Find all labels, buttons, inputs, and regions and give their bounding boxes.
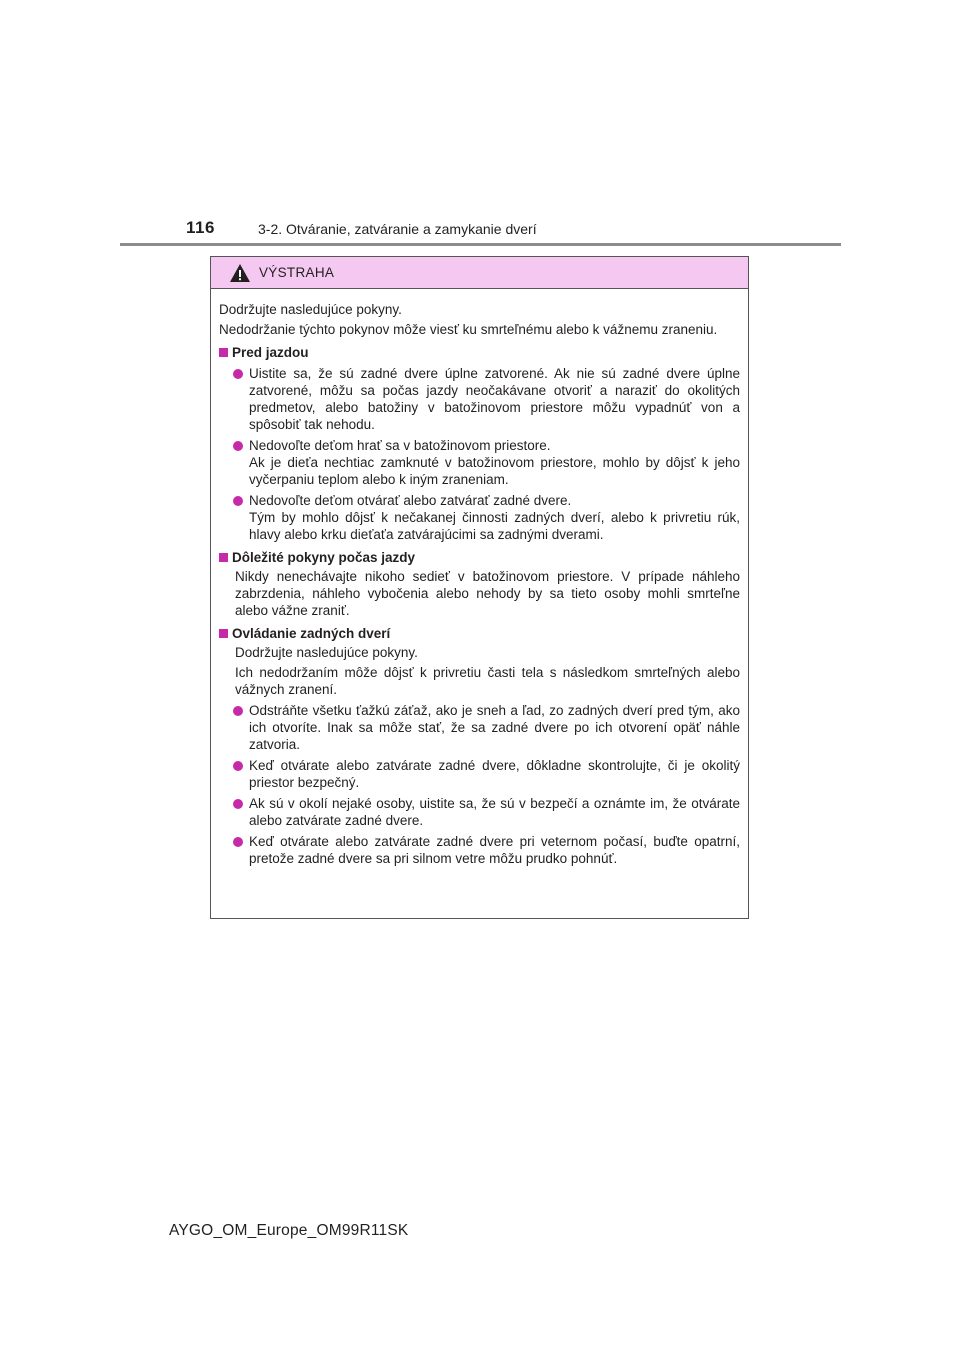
bullet-text: Tým by mohlo dôjsť k nečakanej činnosti zadných dverí, alebo k privretiu rúk, hlavy alebo krku dieťaťa zatvárajúcimi sa zadnými dverami. (249, 510, 740, 542)
list-item (233, 833, 740, 867)
bullet-text: Nedovoľte deťom otvárať alebo zatvárať zadné dvere. (249, 493, 572, 508)
round-bullet-icon (233, 706, 243, 716)
bullet-text: Ak je dieťa nechtiac zamknuté v batožinovom priestore, mohlo by dôjsť k jeho vyčerpaniu teplom alebo k iným zraneniam. (249, 455, 740, 487)
section-heading-label: Dôležité pokyny počas jazdy (232, 550, 416, 565)
bullet-text: Keď otvárate alebo zatvárate zadné dvere, dôkladne skontrolujte, či je okolitý priestor bezpečný. (249, 758, 740, 790)
document-id-footer: AYGO_OM_Europe_OM99R11SK (169, 1222, 409, 1239)
warning-triangle-icon (229, 263, 251, 283)
bullet-text: Nedovoľte deťom hrať sa v batožinovom priestore. (249, 438, 551, 453)
list-item (233, 492, 740, 543)
list-item (233, 757, 740, 791)
list-item (233, 795, 740, 829)
warning-intro-1: Dodržujte nasledujúce pokyny. (219, 302, 402, 317)
section-heading-label: Pred jazdou (232, 345, 309, 360)
section-title: 3-2. Otváranie, zatváranie a zamykanie dverí (258, 221, 537, 237)
section-text: Dodržujte nasledujúce pokyny. (235, 645, 418, 660)
round-bullet-icon (233, 761, 243, 771)
warning-box (210, 256, 749, 919)
section-heading-label: Ovládanie zadných dverí (232, 626, 391, 641)
bullet-text: Uistite sa, že sú zadné dvere úplne zatvorené. Ak nie sú zadné dvere úplne zatvorené, môžu sa počas jazdy neočakávane otvoriť a naraziť do okolitých predmetov, alebo batožiny v batožinovom priestore môžu vypadnúť von a spôsobiť tak nehodu. (249, 366, 740, 432)
bullet-text: Ak sú v okolí nejaké osoby, uistite sa, že sú v bezpečí a oznámte im, že otvárate alebo zatvárate zadné dvere. (249, 796, 740, 828)
section-heading-dolezite-pokyny (219, 549, 740, 566)
round-bullet-icon (233, 441, 243, 451)
square-bullet-icon (219, 553, 228, 562)
round-bullet-icon (233, 369, 243, 379)
section-heading-ovladanie-dveri (219, 625, 740, 642)
list-item (233, 365, 740, 433)
header-rule (120, 243, 841, 246)
bullet-text: Odstráňte všetku ťažkú záťaž, ako je sneh a ľad, zo zadných dverí pred tým, ako ich otvoríte. Inak sa môže stať, že sa zadné dvere po ich otvorení opäť náhle zatvoria. (249, 703, 740, 752)
warning-body (211, 289, 748, 867)
warning-header (211, 257, 748, 289)
round-bullet-icon (233, 837, 243, 847)
list-item (233, 702, 740, 753)
warning-intro-2: Nedodržanie týchto pokynov môže viesť ku smrteľnému alebo k vážnemu zraneniu. (219, 322, 718, 337)
round-bullet-icon (233, 496, 243, 506)
round-bullet-icon (233, 799, 243, 809)
section-text: Nikdy nenechávajte nikoho sedieť v batožinovom priestore. V prípade náhleho zabrzdenia, náhleho vybočenia alebo nehody by sa tieto osoby mohli smrteľne alebo vážne zraniť. (235, 569, 740, 618)
bullet-text: Keď otvárate alebo zatvárate zadné dvere pri veternom počasí, buďte opatrní, pretože zadné dvere sa pri silnom vetre môžu prudko pohnúť. (249, 834, 740, 866)
list-item (233, 437, 740, 488)
square-bullet-icon (219, 629, 228, 638)
page-number: 116 (186, 218, 215, 237)
square-bullet-icon (219, 348, 228, 357)
warning-label: VÝSTRAHA (259, 265, 335, 280)
section-heading-pred-jazdou (219, 344, 740, 361)
section-text: Ich nedodržaním môže dôjsť k privretiu časti tela s následkom smrteľných alebo vážnych zranení. (235, 665, 740, 697)
